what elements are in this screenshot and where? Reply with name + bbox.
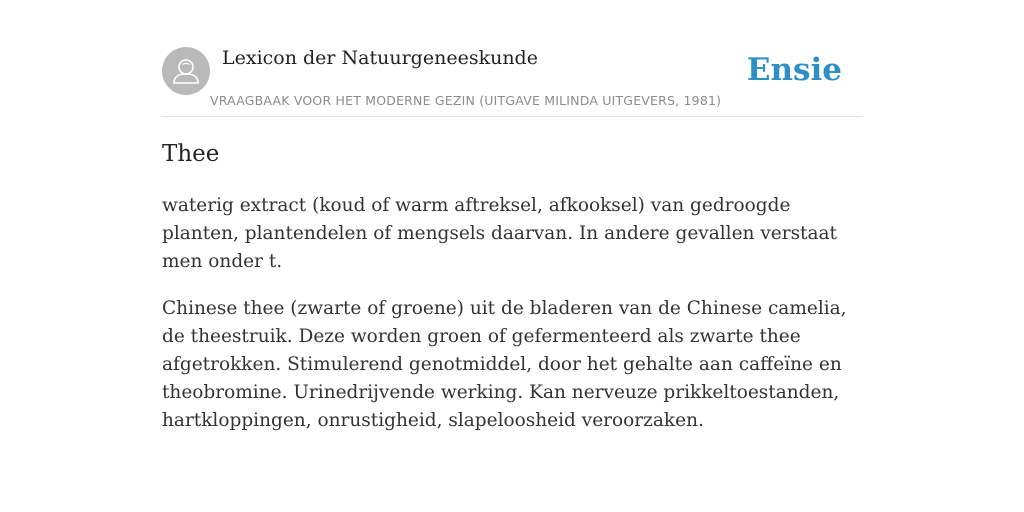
book-header (162, 46, 862, 117)
avatar[interactable] (162, 47, 210, 95)
entry-card (162, 0, 862, 512)
book-subtitle: VRAAGBAAK VOOR HET MODERNE GEZIN (UITGAVE MILINDA UITGEVERS, 1981) (210, 93, 722, 108)
entry-term: Thee (162, 141, 220, 167)
definition-paragraph: waterig extract (koud of warm aftreksel, afkooksel) van gedroogde planten, plantendelen of mengsels daarvan. In andere gevallen verstaat men onder t. (162, 195, 837, 272)
definition-paragraph: Chinese thee (zwarte of groene) uit de bladeren van de Chinese camelia, de theestruik. Deze worden groen of gefermenteerd als zwarte thee afgetrokken. Stimulerend genotmiddel, door het gehalte aan caffeïne en theobromine. Urinedrijvende werking. Kan nerveuze prikkeltoestanden, hartkloppingen, onrustigheid, slapeloosheid veroorzaken. (162, 298, 847, 431)
entry-definition (162, 192, 862, 454)
book-title[interactable]: Lexicon der Natuurgeneeskunde (222, 47, 538, 69)
brand-logo[interactable]: Ensie (746, 52, 842, 88)
user-silhouette-icon (162, 47, 210, 95)
